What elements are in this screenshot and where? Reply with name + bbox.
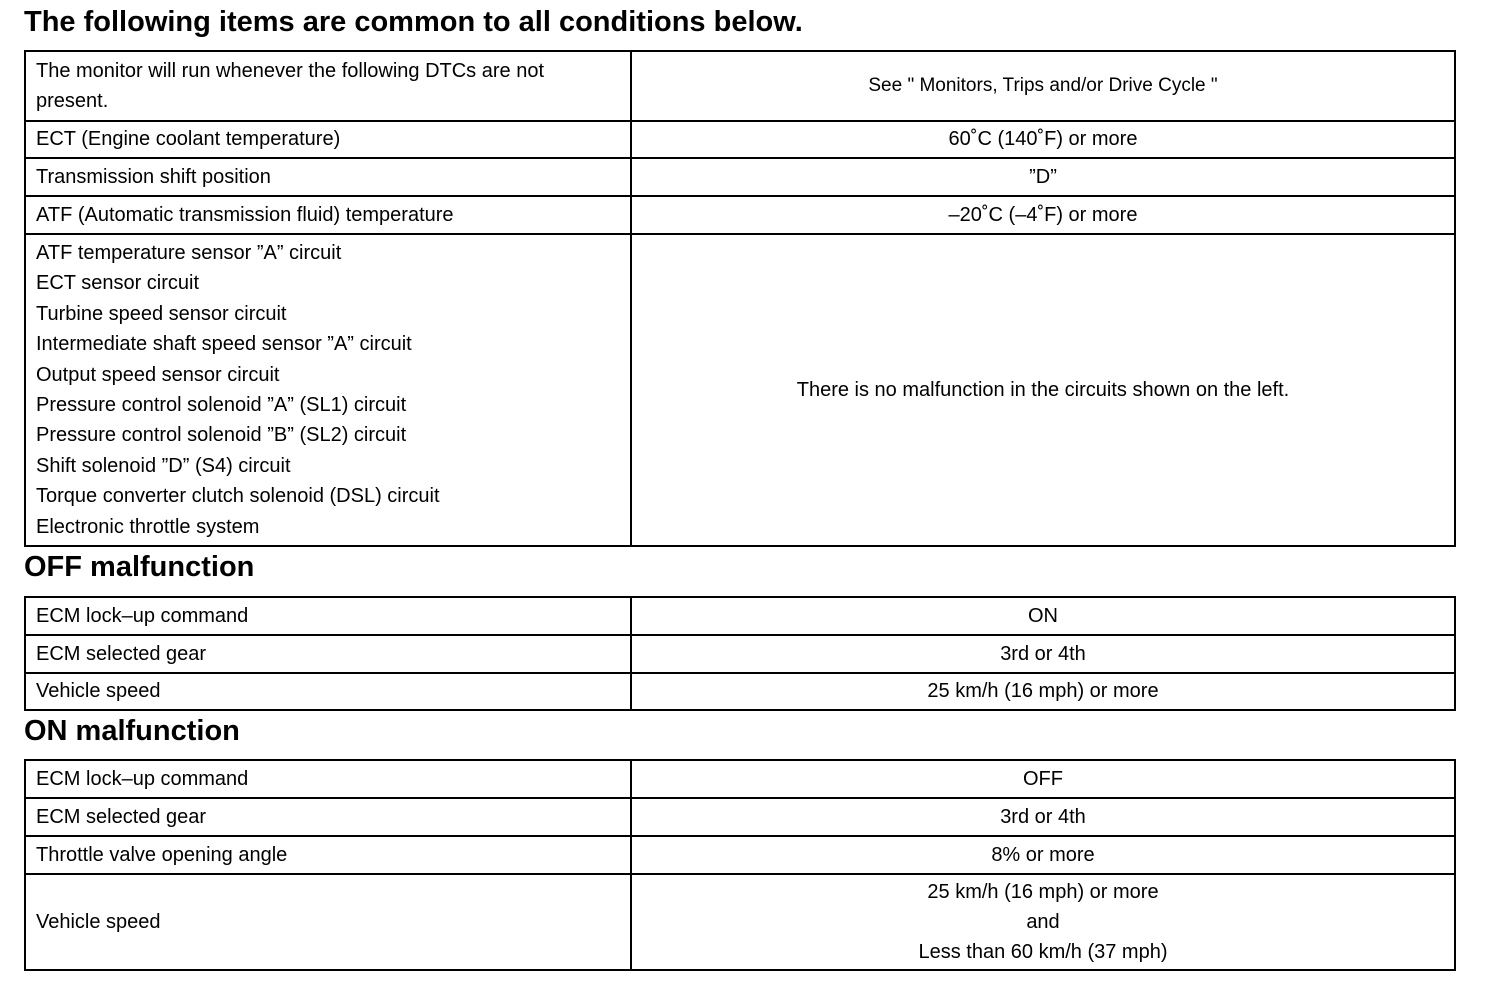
circuit-item: Intermediate shaft speed sensor ”A” circuit <box>36 333 412 356</box>
circuit-item: Pressure control solenoid ”B” (SL2) circuit <box>36 424 407 447</box>
value-line: and <box>1026 911 1060 933</box>
condition-label: Transmission shift position <box>25 158 631 196</box>
common-conditions-table <box>24 50 1456 547</box>
common-conditions-heading: The following items are common to all conditions below. <box>24 6 803 38</box>
on-malfunction-table <box>24 759 1456 971</box>
condition-value: ”D” <box>631 158 1455 196</box>
condition-label: ECT (Engine coolant temperature) <box>25 121 631 158</box>
condition-label: ECM lock–up command <box>25 597 631 635</box>
condition-label: Vehicle speed <box>25 874 631 970</box>
condition-value: 3rd or 4th <box>631 635 1455 673</box>
condition-value: –20˚C (–4˚F) or more <box>631 196 1455 234</box>
table-row <box>25 234 1455 546</box>
circuit-item: Turbine speed sensor circuit <box>36 302 287 325</box>
value-line: 25 km/h (16 mph) or more <box>927 881 1159 903</box>
table-row <box>25 874 1455 970</box>
off-malfunction-table <box>24 596 1456 711</box>
condition-value: See " Monitors, Trips and/or Drive Cycle " <box>631 51 1455 121</box>
table-row <box>25 635 1455 673</box>
condition-label: Throttle valve opening angle <box>25 836 631 874</box>
circuit-item: Pressure control solenoid ”A” (SL1) circuit <box>36 394 407 417</box>
table-row <box>25 836 1455 874</box>
condition-label: ECM selected gear <box>25 798 631 836</box>
on-malfunction-heading: ON malfunction <box>24 715 240 747</box>
condition-label: ECM selected gear <box>25 635 631 673</box>
table-row <box>25 760 1455 798</box>
condition-value: 8% or more <box>631 836 1455 874</box>
table-row <box>25 798 1455 836</box>
condition-value: 3rd or 4th <box>631 798 1455 836</box>
condition-label: ECM lock–up command <box>25 760 631 798</box>
condition-label: The monitor will run whenever the following DTCs are not present. <box>25 51 631 121</box>
table-row <box>25 196 1455 234</box>
circuit-item: Electronic throttle system <box>36 515 260 538</box>
circuit-item: ATF temperature sensor ”A” circuit <box>36 242 342 264</box>
table-row <box>25 51 1455 121</box>
circuit-list <box>25 234 631 546</box>
table-row <box>25 597 1455 635</box>
condition-label: Vehicle speed <box>25 673 631 710</box>
circuit-item: Shift solenoid ”D” (S4) circuit <box>36 454 291 477</box>
condition-label: ATF (Automatic transmission fluid) temperature <box>25 196 631 234</box>
condition-value: 60˚C (140˚F) or more <box>631 121 1455 158</box>
condition-value: There is no malfunction in the circuits shown on the left. <box>631 234 1455 546</box>
off-malfunction-heading: OFF malfunction <box>24 551 255 583</box>
value-line: Less than 60 km/h (37 mph) <box>918 941 1168 963</box>
circuit-item: Output speed sensor circuit <box>36 363 280 386</box>
table-row <box>25 673 1455 710</box>
condition-value: OFF <box>631 760 1455 798</box>
table-row <box>25 158 1455 196</box>
circuit-item: Torque converter clutch solenoid (DSL) circuit <box>36 485 440 508</box>
circuit-item: ECT sensor circuit <box>36 272 200 295</box>
condition-value <box>631 874 1455 970</box>
condition-value: ON <box>631 597 1455 635</box>
table-row <box>25 121 1455 158</box>
condition-value: 25 km/h (16 mph) or more <box>631 673 1455 710</box>
